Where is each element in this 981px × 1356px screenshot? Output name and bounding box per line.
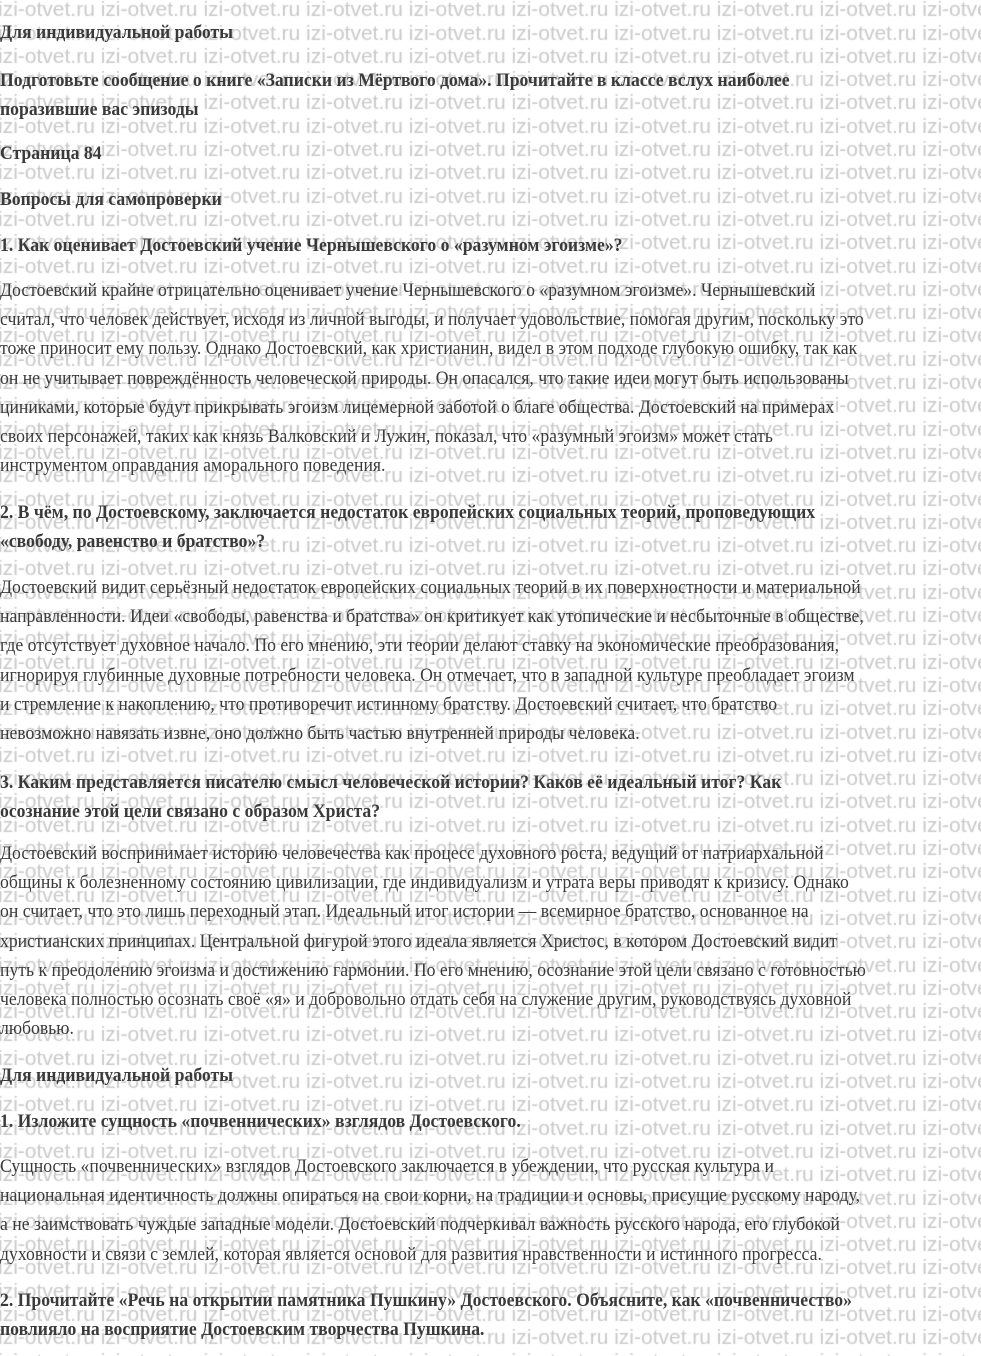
text-line: любовью. xyxy=(0,1018,74,1040)
text-line: Вопросы для самопроверки xyxy=(0,189,222,210)
text-line: а не заимствовать чуждые западные модели. Достоевский подчеркивал важность русского народа, его глубокой xyxy=(0,1214,841,1236)
text-line: 1. Как оценивает Достоевский учение Чернышевского о «разумном эгоизме»? xyxy=(0,235,623,256)
question-text xyxy=(0,768,840,826)
text-line: невозможно навязать извне, оно должно быть частью внутренней природы человека. xyxy=(0,722,640,744)
text-line: повлияло на восприятие Достоевским творчества Пушкина. xyxy=(0,1319,485,1341)
text-line: игнорируя глубинные духовные потребности человека. Он отмечает, что в западной культуре преобладает эгоизм xyxy=(0,664,855,686)
text-line: 3. Каким представляется писателю смысл человеческой истории? Каков её идеальный итог? Как xyxy=(0,772,782,793)
text-line: и стремление к накоплению, что противоречит истинному братству. Достоевский считает, что братство xyxy=(0,693,778,715)
section-heading xyxy=(0,139,109,168)
answer-paragraph xyxy=(0,1152,925,1269)
text-line: Для индивидуальной работы xyxy=(0,1065,234,1086)
text-line: «свободу, равенство и братство»? xyxy=(0,531,266,553)
text-line: 2. Прочитайте «Речь на открытии памятника Пушкину» Достоевского. Объясните, как «почвенничество» xyxy=(0,1290,852,1311)
text-line: 1. Изложите сущность «почвеннических» взглядов Достоевского. xyxy=(0,1111,521,1132)
text-line: Для индивидуальной работы xyxy=(0,22,234,43)
text-line: общины к болезненному состоянию цивилизации, где индивидуализм и утрата веры приводят к кризису. Однако xyxy=(0,872,849,894)
text-line: где отсутствует духовное начало. По его мнению, эти теории делают ставку на экономические преобразования, xyxy=(0,635,840,657)
text-line: человека полностью осознать своё «я» и добровольно отдать себя на служение другим, руководствуясь духовной xyxy=(0,988,852,1010)
answer-paragraph xyxy=(0,276,929,480)
text-line: считал, что человек действует, исходя из личной выгоды, и получает удовольствие, помогая другим, поскольку это xyxy=(0,309,864,331)
text-line: циниками, которые будут прикрывать эгоизм лицемерной заботой о благе общества. Достоевский на примерах xyxy=(0,396,835,418)
question-text xyxy=(0,231,669,260)
answer-paragraph xyxy=(0,839,931,1043)
section-heading xyxy=(0,18,251,47)
text-line: духовности и связи с землей, которая является основой для развития нравственности и истинного прогресса. xyxy=(0,1243,822,1265)
text-line: национальная идентичность должны опираться на свои корни, на традиции и основы, присущие русскому народу, xyxy=(0,1185,861,1207)
text-line: Достоевский видит серьёзный недостаток европейских социальных теорий в их поверхностности и материальной xyxy=(0,577,861,598)
answer-paragraph xyxy=(0,573,929,748)
text-line: осознание этой цели связано с образом Христа? xyxy=(0,801,381,823)
text-line: христианских принципах. Центральной фигурой этого идеала является Христос, в котором Достоевский видит xyxy=(0,930,838,952)
question-text xyxy=(0,1286,916,1344)
text-line: он считает, что это лишь переходный этап. Идеальный итог истории — всемирное братство, основанное на xyxy=(0,901,809,923)
text-line: инструментом оправдания аморального поведения. xyxy=(0,455,386,477)
section-heading xyxy=(0,185,239,214)
text-line: Достоевский крайне отрицательно оценивает учение Чернышевского о «разумном эгоизме». Чернышевский xyxy=(0,280,816,301)
text-line: 2. В чём, по Достоевскому, заключается недостаток европейских социальных теорий, проповедующих xyxy=(0,502,816,523)
section-heading xyxy=(0,1061,251,1090)
text-line: путь к преодолению эгоизма и достижению гармонии. По его мнению, осознание этой цели связано с готовностью xyxy=(0,959,866,981)
text-line: Достоевский воспринимает историю человечества как процесс духовного роста, ведущий от патриархальной xyxy=(0,843,824,864)
text-line: своих персонажей, таких как князь Валковский и Лужин, показал, что «разумный эгоизм» может стать xyxy=(0,425,773,447)
text-line: он не учитывает повреждённость человеческой природы. Он опасался, что такие идеи могут быть использованы xyxy=(0,367,849,389)
text-line: Сущность «почвеннических» взглядов Достоевского заключается в убеждении, что русская культура и xyxy=(0,1156,774,1177)
text-line: Страница 84 xyxy=(0,143,102,164)
text-line: Подготовьте сообщение о книге «Записки из Мёртвого дома». Прочитайте в классе вслух наиболее xyxy=(0,70,790,91)
question-text xyxy=(0,498,876,556)
text-line: поразившие вас эпизоды xyxy=(0,99,199,121)
section-heading xyxy=(0,66,849,124)
text-line: направленности. Идеи «свободы, равенства и братства» он критикует как утопические и несбыточные в обществе, xyxy=(0,606,864,628)
text-line: тоже приносит ему пользу. Однако Достоевский, как христианин, видел в этом подходе глубокую ошибку, так как xyxy=(0,338,858,360)
question-text xyxy=(0,1107,560,1136)
